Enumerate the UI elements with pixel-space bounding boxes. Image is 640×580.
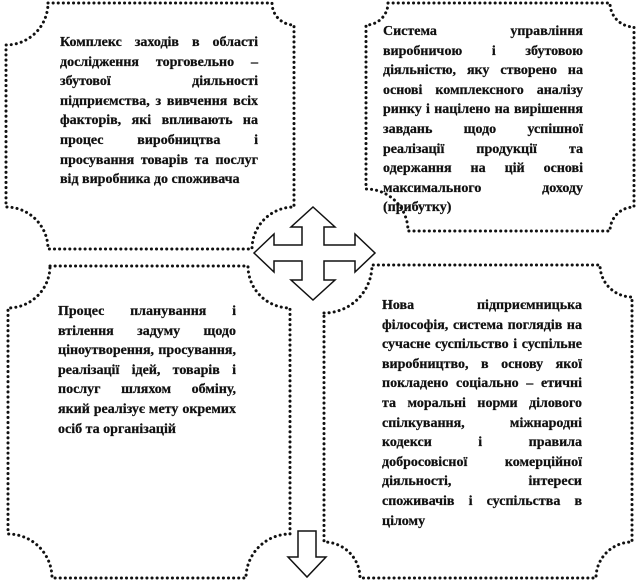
down-arrow-icon: [288, 531, 326, 577]
definition-text-top-right: Система управління виробничою і збутовою діяльністю, яку створено на основі комплексного аналізу ринку і націлено на вирішення завдань щодо успішної реалізації продукції та одержання на цій основі максимального доходу (прибутку): [383, 24, 583, 216]
definition-text-bottom-right: Нова підприємницька філософія, система поглядів на сучасне суспільство і суспільне виробництво, в основу якої покладено соціально – етичні та моральні норми ділового спілкування, міжнародні кодекси і правила добросовісної комерційної діяльності, інтереси споживачів і суспільства в цілому: [382, 298, 582, 529]
definition-text-bottom-left: Процес планування і втілення задуму щодо ціноутворення, просування, реалізації ідей, товарів і послуг шляхом обміну, який реалізує мету окремих осіб та організацій: [58, 304, 236, 437]
four-way-arrow-icon: [254, 207, 375, 300]
definition-text-top-left: Комплекс заходів в області дослідження торговельно – збутової діяльності підприємства, з вивчення всіх факторів, які впливають на процес виробництва і просування товарів та послуг від виробника до споживача: [60, 35, 258, 188]
